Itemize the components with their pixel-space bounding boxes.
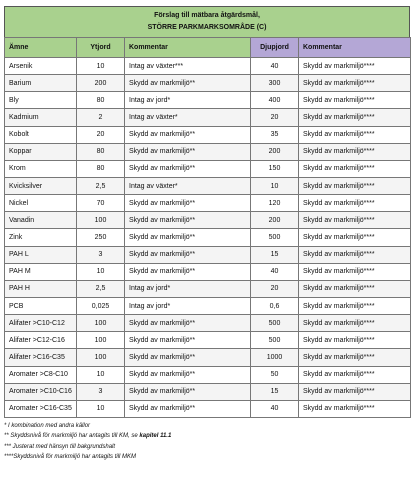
cell-djupjord: 200 — [251, 143, 299, 160]
table-title — [4, 6, 410, 37]
table-row — [5, 143, 411, 160]
cell-djupjord: 40 — [251, 400, 299, 417]
cell-ytjord: 70 — [77, 195, 125, 212]
table-row — [5, 58, 411, 75]
table-row — [5, 315, 411, 332]
header-ytjord: Ytjord — [77, 38, 125, 58]
cell-ytjord: 10 — [77, 366, 125, 383]
cell-djupjord: 10 — [251, 177, 299, 194]
cell-ytjord: 80 — [77, 143, 125, 160]
cell-ytjord: 2,5 — [77, 280, 125, 297]
cell-amne: Alifater >C16-C35 — [5, 349, 77, 366]
cell-djupjord: 15 — [251, 246, 299, 263]
header-kommentar-2: Kommentar — [299, 38, 411, 58]
cell-kommentar-2: Skydd av markmiljö**** — [299, 109, 411, 126]
cell-kommentar-2: Skydd av markmiljö**** — [299, 143, 411, 160]
table-row — [5, 75, 411, 92]
cell-djupjord: 40 — [251, 263, 299, 280]
cell-amne: Arsenik — [5, 58, 77, 75]
table-row — [5, 280, 411, 297]
cell-kommentar-1: Intag av jord* — [125, 92, 251, 109]
cell-kommentar-2: Skydd av markmiljö**** — [299, 349, 411, 366]
table-row — [5, 160, 411, 177]
footnote-3: *** Justerat med hänsyn till bakgrundshalt — [4, 443, 116, 450]
cell-amne: Kvicksilver — [5, 177, 77, 194]
cell-ytjord: 80 — [77, 92, 125, 109]
table-row — [5, 177, 411, 194]
table-sheet — [4, 6, 410, 463]
cell-amne: Barium — [5, 75, 77, 92]
cell-djupjord: 20 — [251, 109, 299, 126]
cell-kommentar-2: Skydd av markmiljö**** — [299, 400, 411, 417]
cell-kommentar-2: Skydd av markmiljö**** — [299, 366, 411, 383]
cell-kommentar-2: Skydd av markmiljö**** — [299, 332, 411, 349]
cell-kommentar-2: Skydd av markmiljö**** — [299, 229, 411, 246]
footnote-1: * I kombination med andra källor — [4, 422, 91, 429]
table-row — [5, 366, 411, 383]
header-row — [5, 38, 411, 58]
cell-kommentar-1: Skydd av markmiljö** — [125, 229, 251, 246]
cell-djupjord: 120 — [251, 195, 299, 212]
cell-djupjord: 400 — [251, 92, 299, 109]
cell-kommentar-1: Intag av jord* — [125, 280, 251, 297]
cell-kommentar-2: Skydd av markmiljö**** — [299, 280, 411, 297]
cell-amne: PAH L — [5, 246, 77, 263]
cell-ytjord: 10 — [77, 400, 125, 417]
cell-amne: Zink — [5, 229, 77, 246]
cell-kommentar-2: Skydd av markmiljö**** — [299, 263, 411, 280]
footnote-2-link: kapitel 11.1 — [139, 433, 172, 440]
cell-kommentar-2: Skydd av markmiljö**** — [299, 212, 411, 229]
table-row — [5, 126, 411, 143]
cell-kommentar-1: Intag av växter*** — [125, 58, 251, 75]
cell-ytjord: 100 — [77, 315, 125, 332]
cell-kommentar-2: Skydd av markmiljö**** — [299, 126, 411, 143]
cell-ytjord: 10 — [77, 58, 125, 75]
cell-ytjord: 100 — [77, 212, 125, 229]
cell-kommentar-1: Intag av växter* — [125, 109, 251, 126]
table-row — [5, 263, 411, 280]
cell-djupjord: 15 — [251, 383, 299, 400]
cell-ytjord: 200 — [77, 75, 125, 92]
cell-ytjord: 2 — [77, 109, 125, 126]
cell-ytjord: 80 — [77, 160, 125, 177]
cell-amne: Bly — [5, 92, 77, 109]
cell-djupjord: 0,6 — [251, 297, 299, 314]
cell-kommentar-1: Skydd av markmiljö** — [125, 315, 251, 332]
cell-kommentar-1: Skydd av markmiljö** — [125, 126, 251, 143]
cell-ytjord: 10 — [77, 263, 125, 280]
table-row — [5, 109, 411, 126]
table-row — [5, 332, 411, 349]
cell-djupjord: 500 — [251, 229, 299, 246]
cell-kommentar-1: Skydd av markmiljö** — [125, 212, 251, 229]
cell-djupjord: 500 — [251, 332, 299, 349]
cell-djupjord: 1000 — [251, 349, 299, 366]
table-row — [5, 349, 411, 366]
target-table — [4, 37, 411, 418]
cell-kommentar-2: Skydd av markmiljö**** — [299, 246, 411, 263]
cell-amne: Krom — [5, 160, 77, 177]
table-row — [5, 297, 411, 314]
footnote-2-text: ** Skyddsnivå för markmiljö har antagits till KM, se — [4, 433, 140, 440]
cell-kommentar-1: Skydd av markmiljö** — [125, 349, 251, 366]
cell-ytjord: 100 — [77, 349, 125, 366]
cell-kommentar-1: Skydd av markmiljö** — [125, 160, 251, 177]
cell-kommentar-1: Skydd av markmiljö** — [125, 332, 251, 349]
cell-kommentar-1: Skydd av markmiljö** — [125, 75, 251, 92]
cell-kommentar-1: Skydd av markmiljö** — [125, 195, 251, 212]
cell-djupjord: 150 — [251, 160, 299, 177]
cell-kommentar-2: Skydd av markmiljö**** — [299, 58, 411, 75]
cell-kommentar-2: Skydd av markmiljö**** — [299, 75, 411, 92]
table-row — [5, 383, 411, 400]
cell-amne: PAH M — [5, 263, 77, 280]
table-row — [5, 246, 411, 263]
cell-kommentar-2: Skydd av markmiljö**** — [299, 195, 411, 212]
cell-amne: PAH H — [5, 280, 77, 297]
cell-ytjord: 20 — [77, 126, 125, 143]
cell-djupjord: 300 — [251, 75, 299, 92]
cell-djupjord: 40 — [251, 58, 299, 75]
cell-kommentar-1: Skydd av markmiljö** — [125, 263, 251, 280]
cell-kommentar-1: Intag av växter* — [125, 177, 251, 194]
cell-amne: Koppar — [5, 143, 77, 160]
header-djupjord: Djupjord — [251, 38, 299, 58]
cell-kommentar-2: Skydd av markmiljö**** — [299, 315, 411, 332]
cell-djupjord: 200 — [251, 212, 299, 229]
cell-amne: Vanadin — [5, 212, 77, 229]
cell-kommentar-1: Skydd av markmiljö** — [125, 400, 251, 417]
cell-djupjord: 50 — [251, 366, 299, 383]
cell-amne: Aromater >C10-C16 — [5, 383, 77, 400]
cell-amne: Kobolt — [5, 126, 77, 143]
cell-ytjord: 100 — [77, 332, 125, 349]
cell-kommentar-2: Skydd av markmiljö**** — [299, 297, 411, 314]
cell-djupjord: 500 — [251, 315, 299, 332]
footnote-4: ****Skyddsnivå för markmiljö har antagits till MKM — [4, 454, 137, 461]
table-row — [5, 92, 411, 109]
cell-kommentar-1: Intag av jord* — [125, 297, 251, 314]
footnote-2 — [4, 431, 410, 442]
cell-amne: PCB — [5, 297, 77, 314]
cell-kommentar-1: Skydd av markmiljö** — [125, 143, 251, 160]
cell-ytjord: 3 — [77, 246, 125, 263]
cell-amne: Aromater >C8-C10 — [5, 366, 77, 383]
cell-amne: Alifater >C12-C16 — [5, 332, 77, 349]
title-line-2: STÖRRE PARKMARKSOMRÅDE (C) — [147, 24, 267, 31]
cell-ytjord: 250 — [77, 229, 125, 246]
cell-kommentar-2: Skydd av markmiljö**** — [299, 383, 411, 400]
cell-amne: Kadmium — [5, 109, 77, 126]
cell-amne: Nickel — [5, 195, 77, 212]
cell-djupjord: 20 — [251, 280, 299, 297]
table-row — [5, 195, 411, 212]
cell-kommentar-2: Skydd av markmiljö**** — [299, 160, 411, 177]
header-amne: Ämne — [5, 38, 77, 58]
cell-ytjord: 3 — [77, 383, 125, 400]
cell-ytjord: 0,025 — [77, 297, 125, 314]
table-row — [5, 212, 411, 229]
cell-kommentar-1: Skydd av markmiljö** — [125, 383, 251, 400]
footnotes — [4, 421, 410, 463]
table-row — [5, 229, 411, 246]
cell-ytjord: 2,5 — [77, 177, 125, 194]
cell-amne: Alifater >C10-C12 — [5, 315, 77, 332]
cell-kommentar-1: Skydd av markmiljö** — [125, 246, 251, 263]
cell-djupjord: 35 — [251, 126, 299, 143]
cell-kommentar-1: Skydd av markmiljö** — [125, 366, 251, 383]
title-line-1: Förslag till mätbara åtgärdsmål, — [154, 12, 260, 19]
cell-kommentar-2: Skydd av markmiljö**** — [299, 177, 411, 194]
header-kommentar-1: Kommentar — [125, 38, 251, 58]
table-row — [5, 400, 411, 417]
cell-kommentar-2: Skydd av markmiljö**** — [299, 92, 411, 109]
cell-amne: Aromater >C16-C35 — [5, 400, 77, 417]
